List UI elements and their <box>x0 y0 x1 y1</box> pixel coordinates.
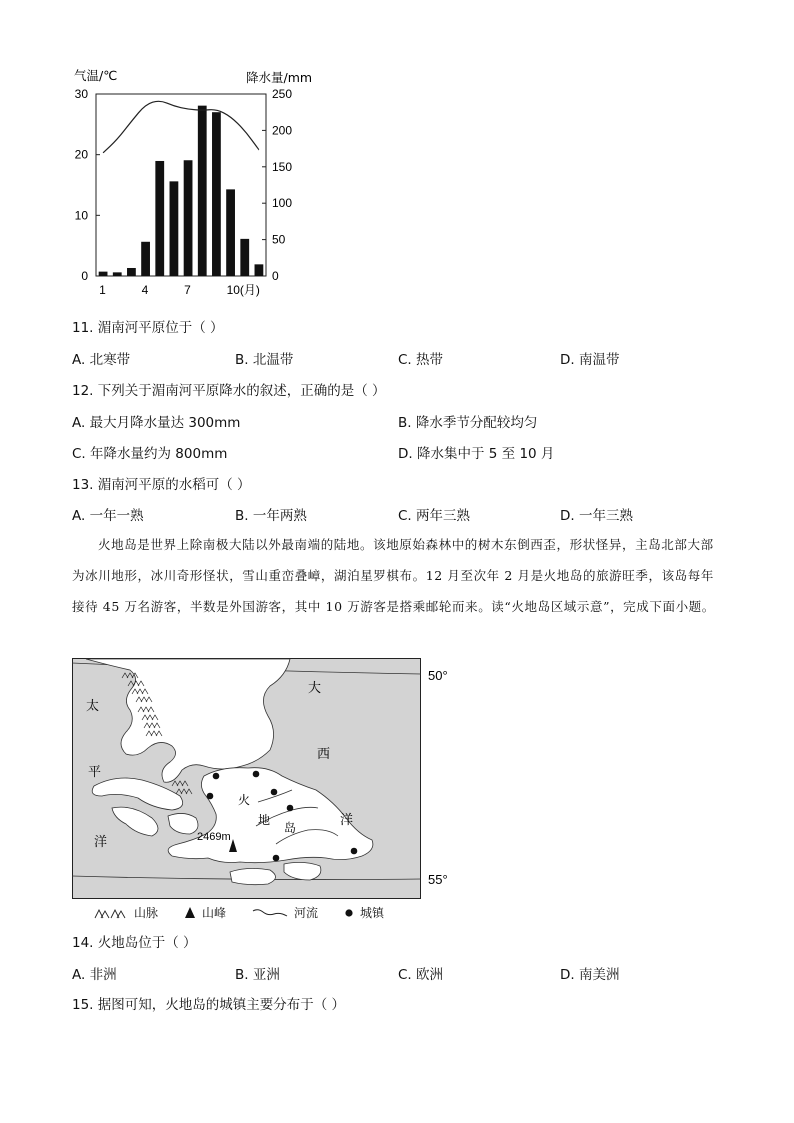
precip-bar <box>255 264 264 276</box>
climate-chart <box>60 62 340 297</box>
legend-peak-label: 山峰 <box>202 906 227 920</box>
q14-option-d[interactable]: D. 南美洲 <box>560 967 620 983</box>
x-tick-label: 1 <box>99 283 106 297</box>
town-dot <box>271 789 278 796</box>
x-tick-label: 10(月) <box>226 283 260 297</box>
right-axis-title: 降水量/mm <box>246 70 313 85</box>
legend-town <box>344 904 384 921</box>
legend-mountain <box>94 904 158 921</box>
legend-river-label: 河流 <box>294 906 319 920</box>
q14-option-c[interactable]: C. 欧洲 <box>398 967 444 983</box>
q13-option-c[interactable]: C. 两年三熟 <box>398 508 471 524</box>
climate-chart-svg <box>60 62 340 297</box>
right-tick-label: 150 <box>272 159 293 174</box>
q13-option-a[interactable]: A. 一年一熟 <box>72 508 144 524</box>
q14-option-a[interactable]: A. 非洲 <box>72 967 117 983</box>
atlantic-char-3: 洋 <box>340 813 354 828</box>
left-tick-label: 10 <box>74 208 88 223</box>
river-icon <box>252 907 288 919</box>
q12-option-d[interactable]: D. 降水集中于 5 至 10 月 <box>398 446 555 462</box>
q15-stem: 15. 据图可知，火地岛的城镇主要分布于（ ） <box>72 997 346 1013</box>
pacific-char-1: 太 <box>86 699 100 714</box>
q11-stem: 11. 湄南河平原位于（ ） <box>72 320 224 336</box>
precip-bar <box>127 268 136 276</box>
pacific-char-3: 洋 <box>94 835 108 850</box>
island-char-3: 岛 <box>284 821 297 835</box>
precip-bar <box>99 272 108 276</box>
q14-option-b[interactable]: B. 亚洲 <box>235 967 280 983</box>
town-dot <box>253 771 260 778</box>
q12-option-c[interactable]: C. 年降水量约为 800mm <box>72 446 228 462</box>
precip-bar <box>113 272 122 276</box>
q13-option-d[interactable]: D. 一年三熟 <box>560 508 633 524</box>
q11-option-d[interactable]: D. 南温带 <box>560 352 620 368</box>
q14-stem: 14. 火地岛位于（ ） <box>72 935 197 951</box>
town-dot-icon <box>344 908 354 918</box>
left-tick-label: 30 <box>74 87 88 101</box>
right-tick-label: 200 <box>272 123 293 138</box>
island-char-1: 火 <box>238 793 251 807</box>
island-south-1 <box>230 868 276 884</box>
right-tick-label: 50 <box>272 232 286 247</box>
left-tick-label: 0 <box>81 269 88 283</box>
map-legend <box>94 904 384 921</box>
right-tick-label: 250 <box>272 87 293 101</box>
legend-mountain-label: 山脉 <box>134 906 159 920</box>
legend-town-label: 城镇 <box>360 906 385 920</box>
peak-triangle-icon <box>184 906 196 919</box>
lat-label-50: 50° <box>428 668 448 683</box>
mountain-icon <box>94 907 128 919</box>
x-tick-label: 4 <box>141 283 149 297</box>
x-tick-label: 7 <box>184 283 191 297</box>
q11-option-c[interactable]: C. 热带 <box>398 352 444 368</box>
left-axis-title: 气温/℃ <box>74 68 118 83</box>
legend-peak <box>184 904 226 921</box>
precip-bar <box>141 242 150 276</box>
q11-option-a[interactable]: A. 北寒带 <box>72 352 131 368</box>
precip-bar <box>155 161 164 276</box>
town-dot <box>207 793 214 800</box>
precip-bar <box>240 239 249 276</box>
town-dot <box>273 855 280 862</box>
precip-bar <box>198 106 207 276</box>
pacific-char-2: 平 <box>88 765 102 780</box>
town-dot <box>213 773 220 780</box>
precip-bar <box>212 112 221 276</box>
passage <box>72 529 722 622</box>
fuego-map <box>72 658 472 923</box>
left-tick-label: 20 <box>74 147 88 162</box>
fuego-map-svg <box>72 658 472 923</box>
lat-label-55: 55° <box>428 872 448 887</box>
q13-stem: 13. 湄南河平原的水稻可（ ） <box>72 477 251 493</box>
precip-bar <box>184 160 193 276</box>
town-dot <box>351 848 358 855</box>
right-tick-label: 0 <box>272 269 279 283</box>
atlantic-char-2: 西 <box>317 747 331 762</box>
q12-stem: 12. 下列关于湄南河平原降水的叙述，正确的是（ ） <box>72 383 386 399</box>
town-dot <box>287 805 294 812</box>
atlantic-char-1: 大 <box>308 681 322 696</box>
island-char-2: 地 <box>258 813 271 827</box>
q12-option-b[interactable]: B. 降水季节分配较均匀 <box>398 415 538 431</box>
peak-label: 2469m <box>197 831 231 843</box>
precip-bar <box>226 189 235 276</box>
temperature-line <box>103 101 259 153</box>
legend-river <box>252 904 318 921</box>
right-tick-label: 100 <box>272 196 293 211</box>
precip-bar <box>170 181 179 276</box>
q12-option-a[interactable]: A. 最大月降水量达 300mm <box>72 415 241 431</box>
passage-text: 火地岛是世界上除南极大陆以外最南端的陆地。该地原始森林中的树木东倒西歪，形状怪异，主岛北部大部为冰川地形，冰川奇形怪状，雪山重峦叠嶂，湖泊星罗棋布。12 月至次年 2 月是火地岛的旅游旺季，该岛每年接待 45 万名游客，半数是外国游客，其中 10 万游客是搭乘邮轮而来。读“火地岛区域示意”，完成下面小题。 <box>72 537 715 614</box>
q13-option-b[interactable]: B. 一年两熟 <box>235 508 307 524</box>
q11-option-b[interactable]: B. 北温带 <box>235 352 294 368</box>
